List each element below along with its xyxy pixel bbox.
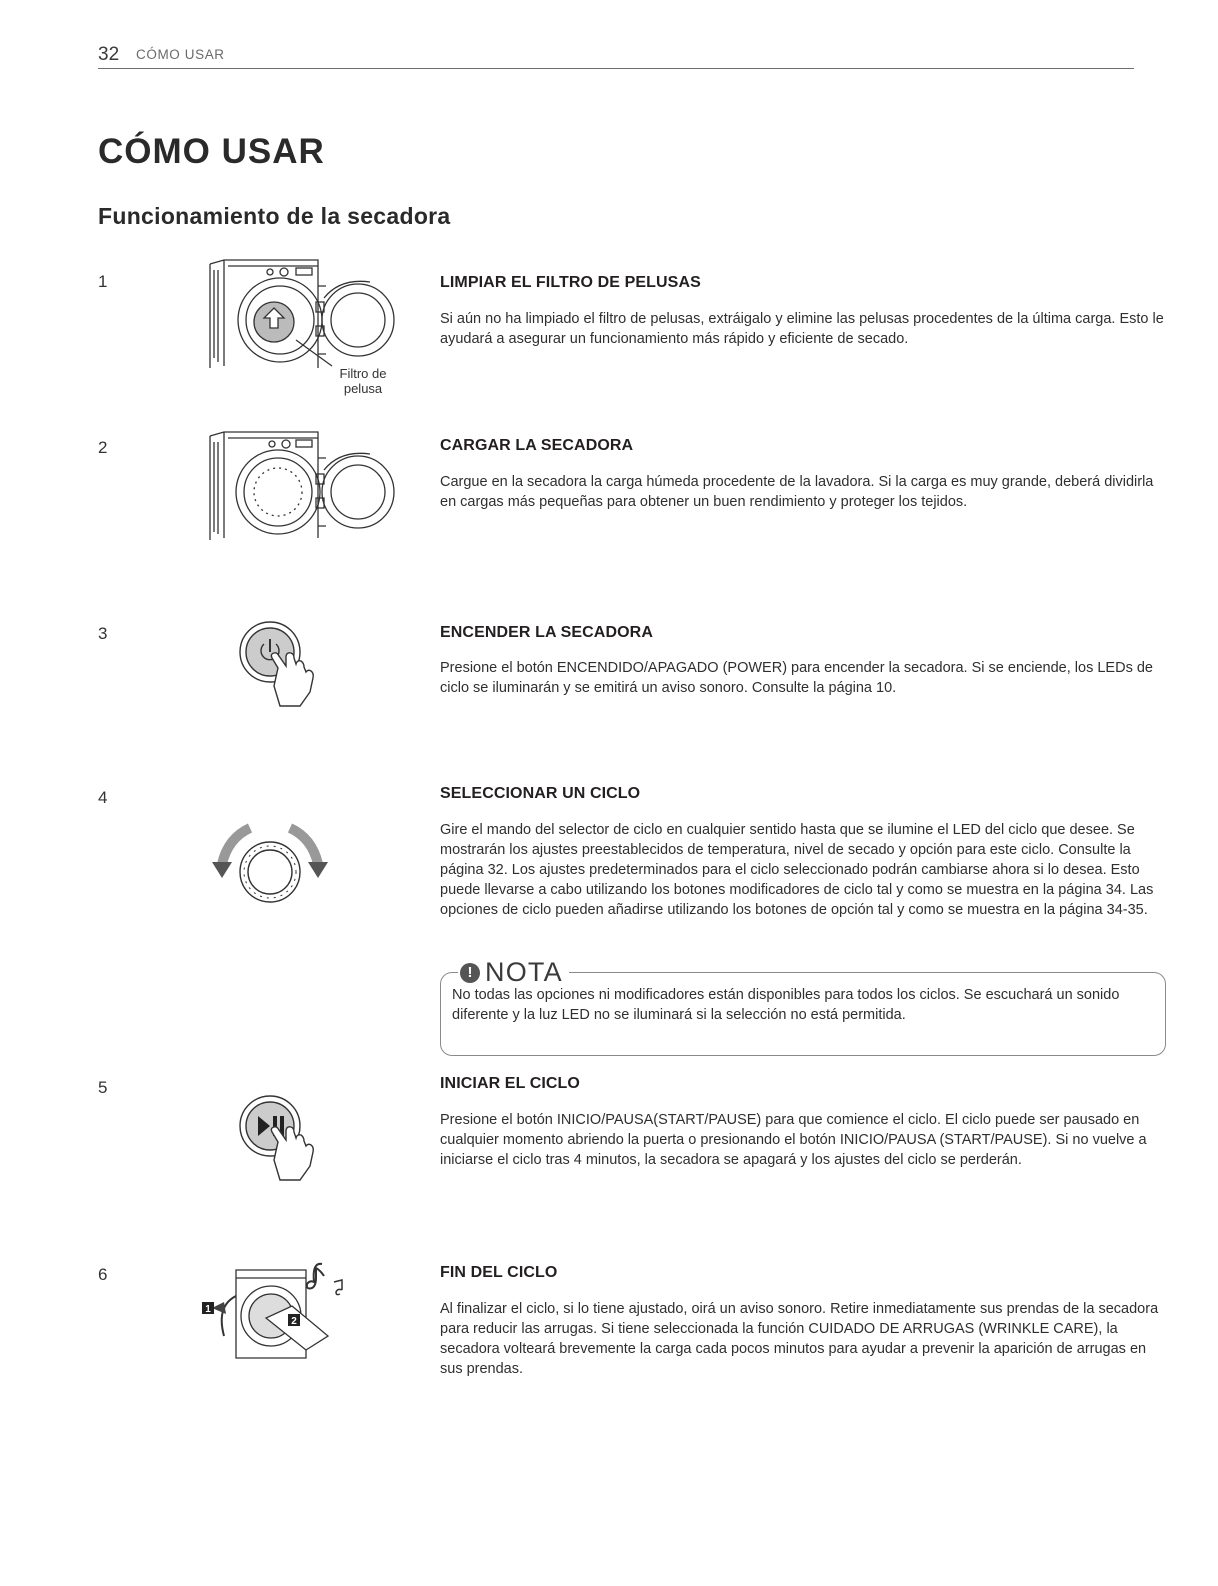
step-title-3: ENCENDER LA SECADORA — [440, 624, 653, 641]
step-text-5: Presione el botón INICIO/PAUSA(START/PAUSE) para que comience el ciclo. El ciclo puede ser pausado en cualquier momento abriendo la puerta o presionando el botón INICIO/PAUSA (START/PAUSE). Si no vuelve a iniciarse el ciclo tras 4 minutos, la secadora se apagará y los ajustes del ciclo se perderán. — [440, 1112, 1147, 1168]
step-number-4: 4 — [98, 788, 108, 807]
power-button-press-icon — [230, 612, 330, 712]
step-text-1: Si aún no ha limpiado el filtro de pelusas, extráigalo y elimine las pelusas procedentes de la última carga. Esto le ayudará a asegurar un funcionamiento más rápido y eficiente de secado. — [440, 311, 1164, 347]
page-header — [98, 44, 1134, 69]
step-number-2: 2 — [98, 438, 108, 457]
step-title-1: LIMPIAR EL FILTRO DE PELUSAS — [440, 274, 701, 291]
warning-icon: ! — [460, 963, 480, 983]
note-label: NOTA — [485, 957, 563, 987]
step-text-6: Al finalizar el ciclo, si lo tiene ajustado, oirá un aviso sonoro. Retire inmediatamente sus prendas de la secadora para reducir las arrugas. Si tiene seleccionada la función CUIDADO DE ARRUGAS (WRINKLE CARE), la secadora volteará brevemente la carga cada pocos minutos para ayudar a prevenir la aparición de arrugas en sus prendas. — [440, 1301, 1159, 1377]
step-title-6: FIN DEL CICLO — [440, 1264, 558, 1281]
step-number-1: 1 — [98, 272, 108, 291]
dryer-unload-icon — [196, 1258, 356, 1368]
step-text-3: Presione el botón ENCENDIDO/APAGADO (POWER) para encender la secadora. Si se enciende, los LEDs de ciclo se iluminarán y se emitirá un aviso sonoro. Consulte la página 10. — [440, 660, 1153, 696]
note-text: No todas las opciones ni modificadores están disponibles para todos los ciclos. Se escuchará un sonido diferente y la luz LED no se iluminará si la selección no está permitida. — [452, 987, 1120, 1023]
section-subtitle: Funcionamiento de la secadora — [98, 203, 451, 229]
step-text-4: Gire el mando del selector de ciclo en cualquier sentido hasta que se ilumine el LED del ciclo que desee. Se mostrarán los ajustes preestablecidos de temperatura, nivel de secado y opción para este ciclo. Consulte la página 32. Los ajustes predeterminados para el ciclo seleccionado podrán cambiarse ahora si lo desea. Esto puede llevarse a cabo utilizando los botones modificadores de ciclo tal y como se muestra en la página 34. Las opciones de ciclo pueden añadirse utilizando los botones de opción tal y como se muestra en la página 34-35. — [440, 822, 1154, 918]
filter-callout-label — [318, 366, 408, 396]
note-heading — [458, 957, 569, 988]
step-text-2: Cargue en la secadora la carga húmeda procedente de la lavadora. Si la carga es muy grande, deberá dividirla en cargas más pequeñas para obtener un buen rendimiento y proteger los tejidos. — [440, 474, 1154, 510]
filter-label-line1: Filtro de — [339, 366, 387, 381]
step-title-4: SELECCIONAR UN CICLO — [440, 785, 641, 802]
badge-1: 1 — [205, 1304, 211, 1315]
dryer-open-door-illustration — [200, 428, 395, 544]
cycle-dial-rotate-icon — [210, 820, 330, 910]
step-number-6: 6 — [98, 1265, 108, 1284]
dryer-lint-filter-illustration — [200, 258, 395, 376]
start-pause-press-icon — [230, 1086, 330, 1186]
step-number-5: 5 — [98, 1078, 108, 1097]
step-title-5: INICIAR EL CICLO — [440, 1075, 580, 1092]
header-section-title: CÓMO USAR — [136, 47, 225, 62]
page-number: 32 — [98, 44, 120, 65]
badge-2: 2 — [291, 1316, 297, 1327]
filter-label-line2: pelusa — [343, 381, 383, 396]
step-number-3: 3 — [98, 624, 108, 643]
step-title-2: CARGAR LA SECADORA — [440, 437, 634, 454]
page-title: CÓMO USAR — [98, 132, 325, 171]
